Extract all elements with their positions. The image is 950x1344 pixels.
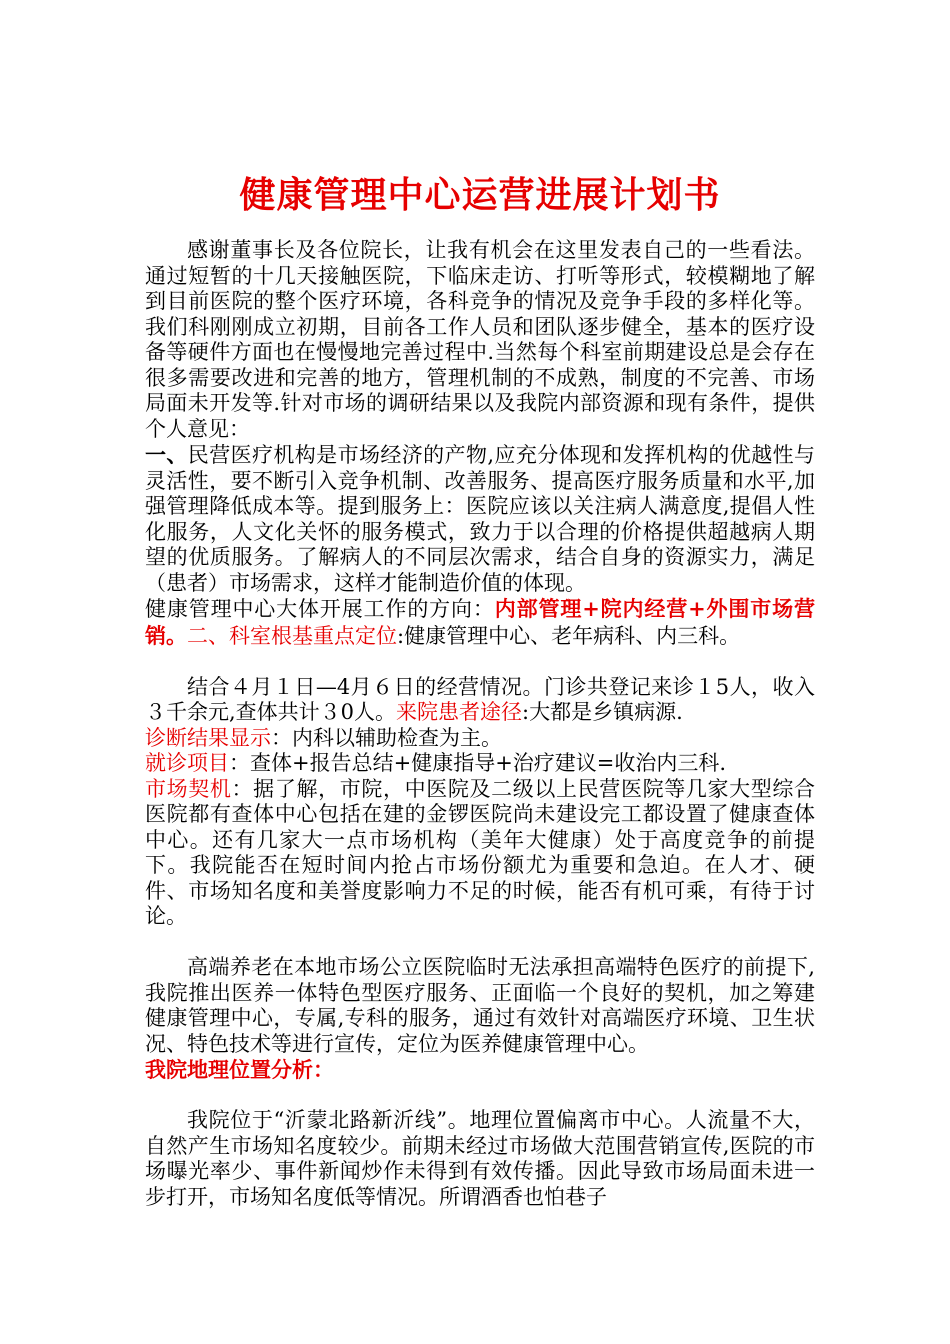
items-paragraph [145, 751, 815, 777]
market-label: 市场契机 [145, 776, 232, 801]
paragraph-gap [145, 649, 815, 675]
direction-prefix: 健康管理中心大体开展工作的方向： [145, 597, 495, 621]
market-paragraph [145, 777, 815, 930]
items-label: 就诊项目 [145, 751, 229, 775]
patient-source-text: :大都是乡镇病源. [522, 700, 683, 724]
section-two-label: 二、科室根基重点定位 [187, 623, 397, 648]
section-one-paragraph [145, 442, 815, 596]
diagnosis-label: 诊断结果显示 [145, 725, 271, 750]
section-one-number: 一、 [145, 442, 188, 467]
geo-heading: 我院地理位置分析： [145, 1057, 334, 1082]
direction-highlight: 内部管理+院内经营+外围市场营销。 [145, 596, 815, 648]
elderly-care-paragraph: 高端养老在本地市场公立医院临时无法承担高端特色医疗的前提下,我院推出医养一体特色型医疗服务、正面临一个良好的契机，加之筹建健康管理中心，专属,专科的服务，通过有效针对高端医疗环境、卫生状况、特色技术等进行宣传，定位为医养健康管理中心。 [145, 955, 815, 1056]
paragraph-gap [145, 930, 815, 956]
market-text: ：据了解，市院，中医院及二级以上民营医院等几家大型综合医院都有查体中心包括在建的金锣医院尚未建设完工都设置了健康查体中心。还有几家大一点市场机构（美年大健康）处于高度竞争的前提下。我院能否在短时间内抢占市场份额尤为重要和急迫。在人才、硬件、市场知名度和美誉度影响力不足的时候，能否有机可乘，有待于讨论。 [145, 776, 816, 928]
direction-paragraph [145, 596, 815, 649]
geo-paragraph: 我院位于“沂蒙北路新沂线”。地理位置偏离市中心。人流量不大，自然产生市场知名度较少。前期未经过市场做大范围营销宣传,医院的市场曝光率少、事件新闻炒作未得到有效传播。因此导致市场局面未进一步打开，市场知名度低等情况。所谓酒香也怕巷子 [145, 1108, 815, 1209]
document-title: 健康管理中心运营进展计划书 [239, 174, 721, 216]
diagnosis-text: ：内科以辅助检查为主。 [271, 725, 502, 750]
patient-source-label: 来院患者途径 [396, 700, 523, 724]
section-one-text: 民营医疗机构是市场经济的产物,应充分体现和发挥机构的优越性与灵活性，要不断引入竞争机制、改善服务、提高医疗服务质量和水平,加强管理降低成本等。提到服务上：医院应该以关注病人满意度,提倡人性化服务，人文化关怀的服务模式，致力于以合理的价格提供超越病人期望的优质服务。了解病人的不同层次需求，结合自身的资源实力，满足（患者）市场需求，这样才能制造价值的体现。 [145, 443, 815, 595]
operations-paragraph [145, 675, 815, 726]
items-text: ：查体+报告总结+健康指导+治疗建议=收治内三科. [229, 751, 727, 775]
intro-paragraph: 感谢董事长及各位院长，让我有机会在这里发表自己的一些看法。通过短暂的十几天接触医院，下临床走访、打听等形式，较模糊地了解到目前医院的整个医疗环境，各科竞争的情况及竞争手段的多样化等。 我们科刚刚成立初期，目前各工作人员和团队逐步健全，基本的医疗设备等硬件方面也在慢慢地完善过程中.当然每个科室前期建设总是会存在很多需要改进和完善的地方，管理机制的不成熟，制度的不完善、市场局面未开发等.针对市场的调研结果以及我院内部资源和现有条件，提供个人意见： [145, 238, 815, 441]
section-two-text: :健康管理中心、老年病科、内三科。 [397, 623, 741, 648]
operations-text: 结合４月１日—4月６日的经营情况。门诊共登记来诊１5人，收入３千余元,查体共计３0人。 [145, 674, 815, 724]
document-page [145, 170, 815, 1210]
paragraph-gap [145, 1083, 815, 1109]
diagnosis-paragraph [145, 726, 815, 752]
